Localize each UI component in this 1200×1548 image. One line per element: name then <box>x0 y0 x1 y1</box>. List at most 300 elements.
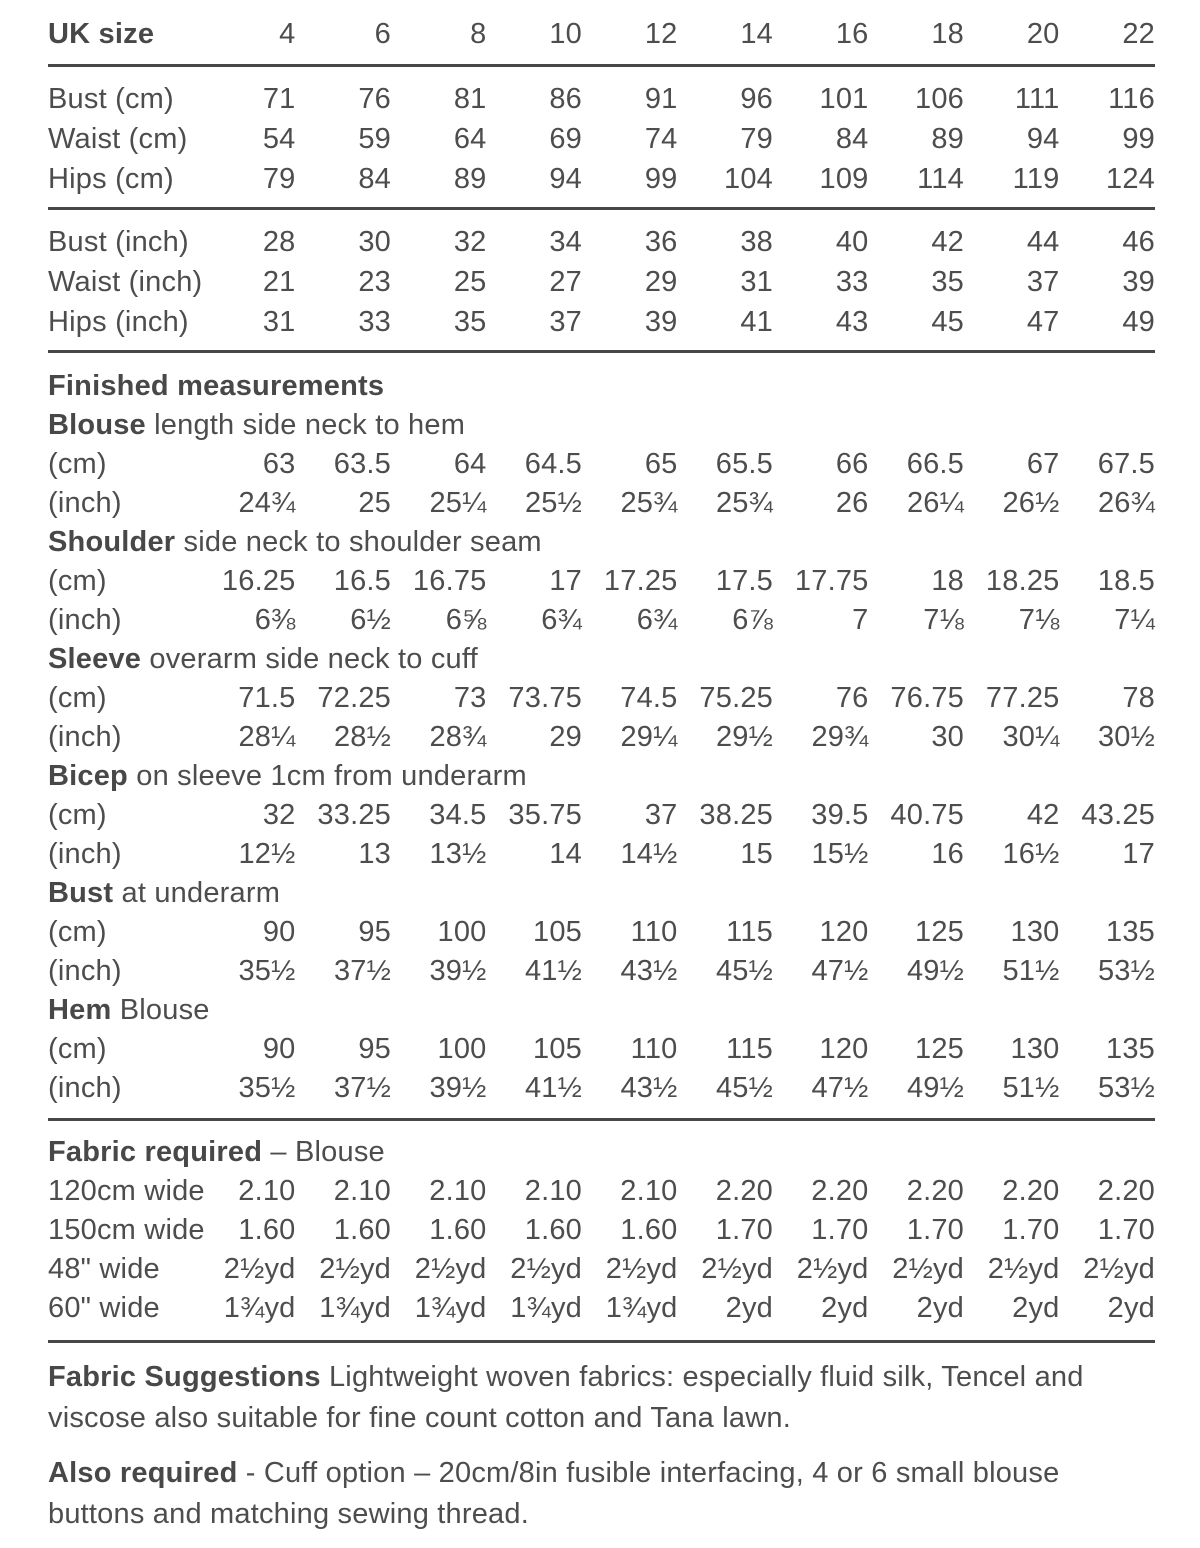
measurement-value: 2½yd <box>414 1253 487 1285</box>
measurement-value: 24¾ <box>238 487 296 519</box>
measurement-value: 2½yd <box>605 1253 678 1285</box>
section-divider <box>48 350 1155 353</box>
measurement-value: 28¾ <box>429 721 487 753</box>
size-value: 4 <box>279 18 296 50</box>
unit-label: (inch) <box>48 604 122 636</box>
measurement-value: 2½yd <box>892 1253 964 1285</box>
measurement-value: 1.60 <box>333 1214 391 1246</box>
measurement-value: 14½ <box>620 838 678 870</box>
fabric-required-garment: – Blouse <box>270 1136 385 1168</box>
section-description: at underarm <box>121 877 281 909</box>
also-required-note <box>48 1453 1155 1535</box>
measurement-value: 31 <box>262 306 296 338</box>
measurement-value: 100 <box>437 1033 487 1065</box>
finished-section-heading <box>48 640 1155 679</box>
measurement-value: 25 <box>453 266 487 298</box>
measurement-value: 15 <box>740 838 773 870</box>
measurement-row <box>48 679 1155 718</box>
measurement-row <box>48 262 1155 302</box>
measurement-value: 26¼ <box>906 487 964 519</box>
measurement-value: 105 <box>533 916 582 948</box>
measurement-value: 6¾ <box>541 604 582 636</box>
measurement-value: 14 <box>549 838 582 870</box>
measurement-value: 29¾ <box>811 721 869 753</box>
measurement-value: 111 <box>1014 83 1060 115</box>
measurement-value: 74.5 <box>620 682 678 714</box>
unit-label: (cm) <box>48 565 107 597</box>
measurement-value: 1.60 <box>620 1214 678 1246</box>
measurement-value: 114 <box>917 163 964 195</box>
measurement-value: 125 <box>915 1033 964 1065</box>
measurement-value: 35 <box>453 306 487 338</box>
measurement-value: 39.5 <box>811 799 869 831</box>
measurement-value: 2.20 <box>906 1175 964 1207</box>
measurement-value: 2½yd <box>510 1253 582 1285</box>
measurement-row <box>48 562 1155 601</box>
measurement-value: 26 <box>835 487 869 519</box>
measurement-value: 28½ <box>333 721 391 753</box>
section-divider <box>48 64 1155 67</box>
measurement-value: 75.25 <box>699 682 773 714</box>
measurement-row <box>48 79 1155 119</box>
finished-section-heading <box>48 523 1155 562</box>
measurement-value: 86 <box>549 83 582 115</box>
measurement-value: 2.20 <box>811 1175 869 1207</box>
measurement-value: 135 <box>1106 1033 1155 1065</box>
measurement-value: 42 <box>931 226 964 258</box>
row-label: Hips (cm) <box>48 163 174 195</box>
fabric-width-label: 60" wide <box>48 1292 160 1324</box>
section-name: Hem <box>48 994 112 1026</box>
measurement-value: 90 <box>262 1033 296 1065</box>
size-value: 16 <box>835 18 869 50</box>
measurement-value: 115 <box>726 916 773 948</box>
section-name: Shoulder <box>48 526 176 558</box>
measurement-row <box>48 796 1155 835</box>
measurement-value: 1.70 <box>1097 1214 1155 1246</box>
measurement-value: 37 <box>1026 266 1060 298</box>
measurement-value: 73 <box>453 682 487 714</box>
measurement-value: 29 <box>549 721 582 753</box>
measurement-value: 65 <box>644 448 678 480</box>
body-measurements-cm-table <box>48 79 1155 199</box>
measurement-value: 46 <box>1122 226 1155 258</box>
size-value: 6 <box>374 18 391 50</box>
measurement-value: 2yd <box>1012 1292 1060 1324</box>
measurement-value: 63.5 <box>333 448 391 480</box>
measurement-value: 33.25 <box>317 799 391 831</box>
measurement-value: 16.5 <box>333 565 391 597</box>
measurement-value: 37½ <box>333 955 391 987</box>
measurement-value: 64 <box>453 123 487 155</box>
measurement-value: 7⅛ <box>923 604 964 636</box>
measurement-value: 110 <box>630 916 678 948</box>
unit-label: (cm) <box>48 682 107 714</box>
measurement-value: 44 <box>1026 226 1060 258</box>
measurement-value: 96 <box>740 83 773 115</box>
measurement-value: 39½ <box>429 1072 487 1104</box>
measurement-value: 100 <box>437 916 487 948</box>
measurement-row <box>48 1289 1155 1328</box>
measurement-value: 120 <box>819 916 869 948</box>
measurement-value: 47 <box>1026 306 1060 338</box>
unit-label: (inch) <box>48 721 122 753</box>
measurement-value: 64 <box>453 448 487 480</box>
measurement-value: 25¼ <box>429 487 487 519</box>
measurement-value: 7 <box>852 604 869 636</box>
measurement-value: 28 <box>262 226 296 258</box>
measurement-value: 84 <box>835 123 869 155</box>
section-divider <box>48 207 1155 210</box>
measurement-value: 53½ <box>1097 1072 1155 1104</box>
measurement-value: 94 <box>549 163 582 195</box>
measurement-value: 53½ <box>1097 955 1155 987</box>
measurement-value: 35½ <box>238 955 296 987</box>
finished-section-heading <box>48 757 1155 796</box>
measurement-value: 13½ <box>429 838 487 870</box>
measurement-value: 37½ <box>333 1072 391 1104</box>
measurement-value: 6½ <box>350 604 391 636</box>
fabric-width-label: 48" wide <box>48 1253 160 1285</box>
measurement-value: 2.20 <box>1097 1175 1155 1207</box>
measurement-value: 39 <box>644 306 678 338</box>
measurement-value: 35½ <box>238 1072 296 1104</box>
measurement-value: 47½ <box>811 955 869 987</box>
measurement-value: 65.5 <box>715 448 773 480</box>
measurement-value: 1.70 <box>906 1214 964 1246</box>
measurement-value: 43.25 <box>1081 799 1155 831</box>
row-label: Hips (inch) <box>48 306 189 338</box>
unit-label: (inch) <box>48 955 122 987</box>
measurement-value: 95 <box>358 1033 391 1065</box>
measurement-value: 43 <box>835 306 869 338</box>
measurement-value: 89 <box>931 123 964 155</box>
fabric-required-section <box>48 1133 1155 1328</box>
measurement-value: 29 <box>644 266 678 298</box>
measurement-value: 1¾yd <box>223 1292 296 1324</box>
measurement-value: 49 <box>1122 306 1155 338</box>
measurement-value: 120 <box>819 1033 869 1065</box>
measurement-row <box>48 718 1155 757</box>
measurement-value: 41½ <box>524 1072 582 1104</box>
fabric-suggestions-note <box>48 1357 1155 1439</box>
row-label: Bust (inch) <box>48 226 189 258</box>
measurement-value: 25½ <box>524 487 582 519</box>
measurement-row <box>48 1250 1155 1289</box>
measurement-value: 40 <box>835 226 869 258</box>
measurement-value: 42 <box>1026 799 1060 831</box>
measurement-value: 41½ <box>524 955 582 987</box>
measurement-value: 2yd <box>916 1292 964 1324</box>
measurement-value: 30¼ <box>1002 721 1060 753</box>
measurement-value: 2.10 <box>429 1175 487 1207</box>
measurement-value: 94 <box>1026 123 1060 155</box>
measurement-value: 116 <box>1108 83 1155 115</box>
measurement-value: 67 <box>1026 448 1060 480</box>
measurement-value: 1.70 <box>811 1214 869 1246</box>
measurement-row <box>48 1211 1155 1250</box>
fabric-suggestions-text-line1: Lightweight woven fabrics: especially fluid silk, Tencel and <box>328 1361 1084 1393</box>
measurement-value: 18 <box>931 565 964 597</box>
measurement-value: 6⅝ <box>445 604 487 636</box>
measurement-value: 135 <box>1106 916 1155 948</box>
measurement-value: 16.75 <box>412 565 487 597</box>
measurement-value: 45½ <box>715 955 773 987</box>
measurement-row <box>48 159 1155 199</box>
measurement-value: 105 <box>533 1033 582 1065</box>
fabric-requirement-rows <box>48 1172 1155 1328</box>
finished-measurements-title: Finished measurements <box>48 370 385 402</box>
unit-label: (cm) <box>48 916 107 948</box>
measurement-value: 78 <box>1122 682 1155 714</box>
also-required-text-line1: - Cuff option – 20cm/8in fusible interfacing, 4 or 6 small blouse <box>245 1457 1060 1489</box>
finished-measurements-rows <box>48 406 1155 1108</box>
measurement-row <box>48 1069 1155 1108</box>
measurement-row <box>48 835 1155 874</box>
measurement-value: 84 <box>358 163 391 195</box>
measurement-value: 76 <box>835 682 869 714</box>
measurement-value: 6⅜ <box>254 604 296 636</box>
measurement-value: 64.5 <box>524 448 582 480</box>
measurement-value: 2.10 <box>524 1175 582 1207</box>
size-value: 12 <box>644 18 678 50</box>
measurement-row <box>48 952 1155 991</box>
measurement-value: 28¼ <box>238 721 296 753</box>
measurement-value: 18.5 <box>1097 565 1155 597</box>
measurement-row <box>48 302 1155 342</box>
measurement-value: 25 <box>358 487 391 519</box>
measurement-value: 17 <box>1122 838 1155 870</box>
measurement-value: 16 <box>931 838 964 870</box>
measurement-value: 66 <box>835 448 869 480</box>
measurement-value: 29½ <box>715 721 773 753</box>
fabric-required-label: Fabric required <box>48 1136 263 1168</box>
measurement-value: 30 <box>358 226 391 258</box>
measurement-value: 43½ <box>620 1072 678 1104</box>
unit-label: (inch) <box>48 1072 122 1104</box>
measurement-value: 37 <box>644 799 678 831</box>
section-description: on sleeve 1cm from underarm <box>136 760 527 792</box>
section-name: Blouse <box>48 409 146 441</box>
uk-size-header-row <box>48 12 1155 56</box>
fabric-width-label: 120cm wide <box>48 1175 205 1207</box>
unit-label: (inch) <box>48 487 122 519</box>
measurement-value: 115 <box>726 1033 773 1065</box>
measurement-value: 2yd <box>1107 1292 1155 1324</box>
measurement-value: 2.20 <box>1002 1175 1060 1207</box>
measurement-value: 104 <box>724 163 773 195</box>
finished-measurements-section <box>48 367 1155 1108</box>
measurement-value: 16½ <box>1002 838 1060 870</box>
measurement-value: 32 <box>262 799 296 831</box>
measurement-value: 119 <box>1012 163 1060 195</box>
measurement-value: 26½ <box>1002 487 1060 519</box>
measurement-value: 2½yd <box>223 1253 296 1285</box>
measurement-value: 76 <box>358 83 391 115</box>
measurement-value: 40.75 <box>890 799 964 831</box>
measurement-value: 69 <box>549 123 582 155</box>
section-divider <box>48 1118 1155 1121</box>
measurement-value: 30½ <box>1097 721 1155 753</box>
measurement-value: 45½ <box>715 1072 773 1104</box>
measurement-value: 130 <box>1010 1033 1060 1065</box>
measurement-value: 51½ <box>1002 955 1060 987</box>
measurement-value: 101 <box>819 83 869 115</box>
measurement-value: 17.25 <box>603 565 678 597</box>
measurement-value: 59 <box>358 123 391 155</box>
measurement-value: 1¾yd <box>319 1292 391 1324</box>
measurement-value: 49½ <box>906 1072 964 1104</box>
measurement-value: 35 <box>931 266 964 298</box>
measurement-value: 73.75 <box>508 682 582 714</box>
measurement-value: 130 <box>1010 916 1060 948</box>
measurement-row <box>48 1172 1155 1211</box>
fabric-required-heading <box>48 1133 1155 1172</box>
measurement-value: 39½ <box>429 955 487 987</box>
measurement-value: 106 <box>915 83 964 115</box>
measurement-value: 34.5 <box>429 799 487 831</box>
fabric-suggestions-label: Fabric Suggestions <box>48 1361 321 1393</box>
measurement-value: 91 <box>644 83 678 115</box>
measurement-value: 2½yd <box>796 1253 869 1285</box>
unit-label: (cm) <box>48 799 107 831</box>
measurement-value: 76.75 <box>890 682 964 714</box>
measurement-value: 81 <box>453 83 487 115</box>
measurement-value: 7¼ <box>1114 604 1155 636</box>
size-value: 14 <box>740 18 773 50</box>
fabric-suggestions-text-line2: viscose also suitable for fine count cotton and Tana lawn. <box>48 1402 791 1434</box>
measurement-value: 39 <box>1122 266 1155 298</box>
measurement-value: 67.5 <box>1097 448 1155 480</box>
measurement-value: 31 <box>740 266 773 298</box>
measurement-value: 33 <box>835 266 869 298</box>
measurement-value: 15½ <box>811 838 869 870</box>
measurement-value: 99 <box>644 163 678 195</box>
fabric-width-label: 150cm wide <box>48 1214 205 1246</box>
measurement-value: 110 <box>630 1033 678 1065</box>
unit-label: (cm) <box>48 1033 107 1065</box>
measurement-value: 72.25 <box>317 682 391 714</box>
measurement-value: 47½ <box>811 1072 869 1104</box>
measurement-value: 18.25 <box>985 565 1060 597</box>
measurement-value: 33 <box>358 306 391 338</box>
measurement-value: 41 <box>740 306 773 338</box>
measurement-value: 29¼ <box>620 721 678 753</box>
measurement-value: 45 <box>931 306 964 338</box>
measurement-row <box>48 484 1155 523</box>
measurement-value: 77.25 <box>985 682 1060 714</box>
measurement-value: 32 <box>453 226 487 258</box>
measurement-value: 38.25 <box>699 799 773 831</box>
measurement-value: 1.70 <box>1002 1214 1060 1246</box>
measurement-value: 2.20 <box>715 1175 773 1207</box>
measurement-value: 1.60 <box>238 1214 296 1246</box>
measurement-value: 12½ <box>238 838 296 870</box>
measurement-value: 2½yd <box>987 1253 1060 1285</box>
measurement-value: 2yd <box>821 1292 869 1324</box>
uk-size-label: UK size <box>48 18 155 50</box>
size-value: 8 <box>470 18 487 50</box>
size-value: 22 <box>1122 18 1155 50</box>
section-description: Blouse <box>119 994 210 1026</box>
measurement-value: 74 <box>644 123 678 155</box>
measurement-value: 25¾ <box>620 487 678 519</box>
measurement-value: 37 <box>549 306 582 338</box>
measurement-value: 71.5 <box>238 682 296 714</box>
measurement-row <box>48 445 1155 484</box>
measurement-row <box>48 601 1155 640</box>
measurement-row <box>48 913 1155 952</box>
measurement-value: 17.5 <box>715 565 773 597</box>
measurement-value: 27 <box>549 266 582 298</box>
measurement-value: 17.75 <box>794 565 869 597</box>
measurement-value: 2.10 <box>620 1175 678 1207</box>
row-label: Waist (inch) <box>48 266 203 298</box>
measurement-value: 2½yd <box>1083 1253 1155 1285</box>
measurement-value: 109 <box>819 163 869 195</box>
measurement-value: 51½ <box>1002 1072 1060 1104</box>
measurement-value: 23 <box>358 266 391 298</box>
finished-section-heading <box>48 406 1155 445</box>
row-label: Waist (cm) <box>48 123 188 155</box>
measurement-value: 2.10 <box>333 1175 391 1207</box>
section-description: side neck to shoulder seam <box>183 526 542 558</box>
measurement-value: 7⅛ <box>1018 604 1060 636</box>
section-divider <box>48 1340 1155 1343</box>
measurement-value: 1.60 <box>429 1214 487 1246</box>
measurement-value: 34 <box>549 226 582 258</box>
measurement-value: 1¾yd <box>414 1292 487 1324</box>
section-name: Bust <box>48 877 114 909</box>
measurement-value: 30 <box>931 721 964 753</box>
measurement-value: 1¾yd <box>510 1292 582 1324</box>
measurement-value: 2½yd <box>701 1253 773 1285</box>
measurement-value: 35.75 <box>508 799 582 831</box>
measurement-value: 2.10 <box>238 1175 296 1207</box>
measurement-value: 99 <box>1122 123 1155 155</box>
measurement-value: 95 <box>358 916 391 948</box>
measurement-row <box>48 222 1155 262</box>
size-value: 10 <box>549 18 582 50</box>
section-description: length side neck to hem <box>154 409 466 441</box>
measurement-value: 1¾yd <box>605 1292 678 1324</box>
measurement-value: 16.25 <box>221 565 296 597</box>
also-required-text-line2: buttons and matching sewing thread. <box>48 1498 529 1530</box>
measurement-value: 38 <box>740 226 773 258</box>
measurement-value: 43½ <box>620 955 678 987</box>
size-value: 18 <box>931 18 964 50</box>
measurement-value: 125 <box>915 916 964 948</box>
measurement-value: 63 <box>262 448 296 480</box>
measurement-value: 49½ <box>906 955 964 987</box>
finished-section-heading <box>48 874 1155 913</box>
measurement-value: 66.5 <box>906 448 964 480</box>
also-required-label: Also required <box>48 1457 238 1489</box>
measurement-value: 25¾ <box>715 487 773 519</box>
unit-label: (inch) <box>48 838 122 870</box>
measurement-value: 90 <box>262 916 296 948</box>
measurement-value: 54 <box>262 123 296 155</box>
body-measurements-inch-table <box>48 222 1155 342</box>
measurement-row <box>48 119 1155 159</box>
measurement-value: 6¾ <box>636 604 678 636</box>
size-value: 20 <box>1026 18 1060 50</box>
measurement-value: 89 <box>453 163 487 195</box>
measurement-value: 36 <box>644 226 678 258</box>
measurement-value: 71 <box>262 83 296 115</box>
measurement-value: 21 <box>262 266 296 298</box>
row-label: Bust (cm) <box>48 83 174 115</box>
